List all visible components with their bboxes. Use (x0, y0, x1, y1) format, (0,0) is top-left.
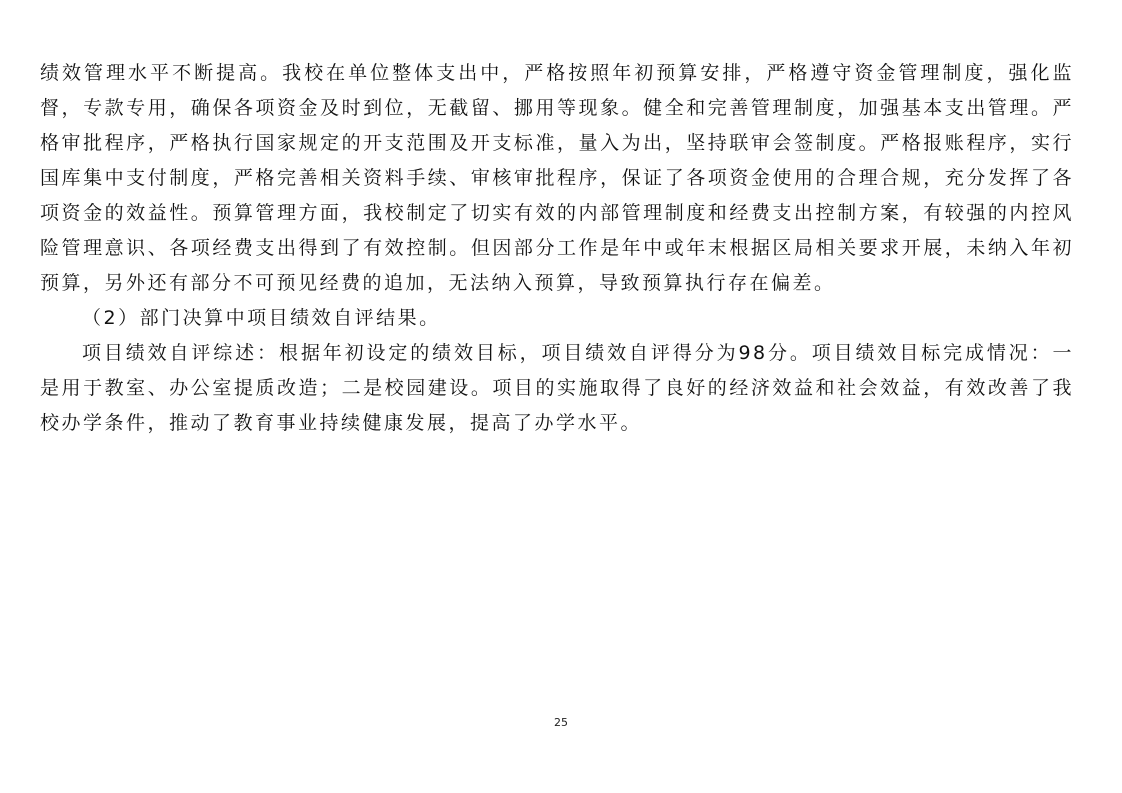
section-heading-project-self-evaluation: （2）部门决算中项目绩效自评结果。 (82, 307, 441, 329)
paragraph-performance-management: 绩效管理水平不断提高。我校在单位整体支出中，严格按照年初预算安排，严格遵守资金管理制度，强化监督，专款专用，确保各项资金及时到位，无截留、挪用等现象。健全和完善管理制度，加强基本支出管理。严格审批程序，严格执行国家规定的开支范围及开支标准，量入为出，坚持联审会签制度。严格报账程序，实行国库集中支付制度，严格完善相关资料手续、审核审批程序，保证了各项资金使用的合理合规，充分发挥了各项资金的效益性。预算管理方面，我校制定了切实有效的内部管理制度和经费支出控制方案，有较强的内控风险管理意识、各项经费支出得到了有效控制。但因部分工作是年中或年末根据区局相关要求开展，未纳入年初预算，另外还有部分不可预见经费的追加，无法纳入预算，导致预算执行存在偏差。 (40, 62, 1074, 294)
page-number: 25 (554, 716, 568, 729)
paragraph-project-self-evaluation-summary: 项目绩效自评综述：根据年初设定的绩效目标，项目绩效自评得分为98分。项目绩效目标完成情况：一是用于教室、办公室提质改造；二是校园建设。项目的实施取得了良好的经济效益和社会效益，有效改善了我校办学条件，推动了教育事业持续健康发展，提高了办学水平。 (40, 342, 1074, 434)
document-body (40, 56, 1074, 441)
